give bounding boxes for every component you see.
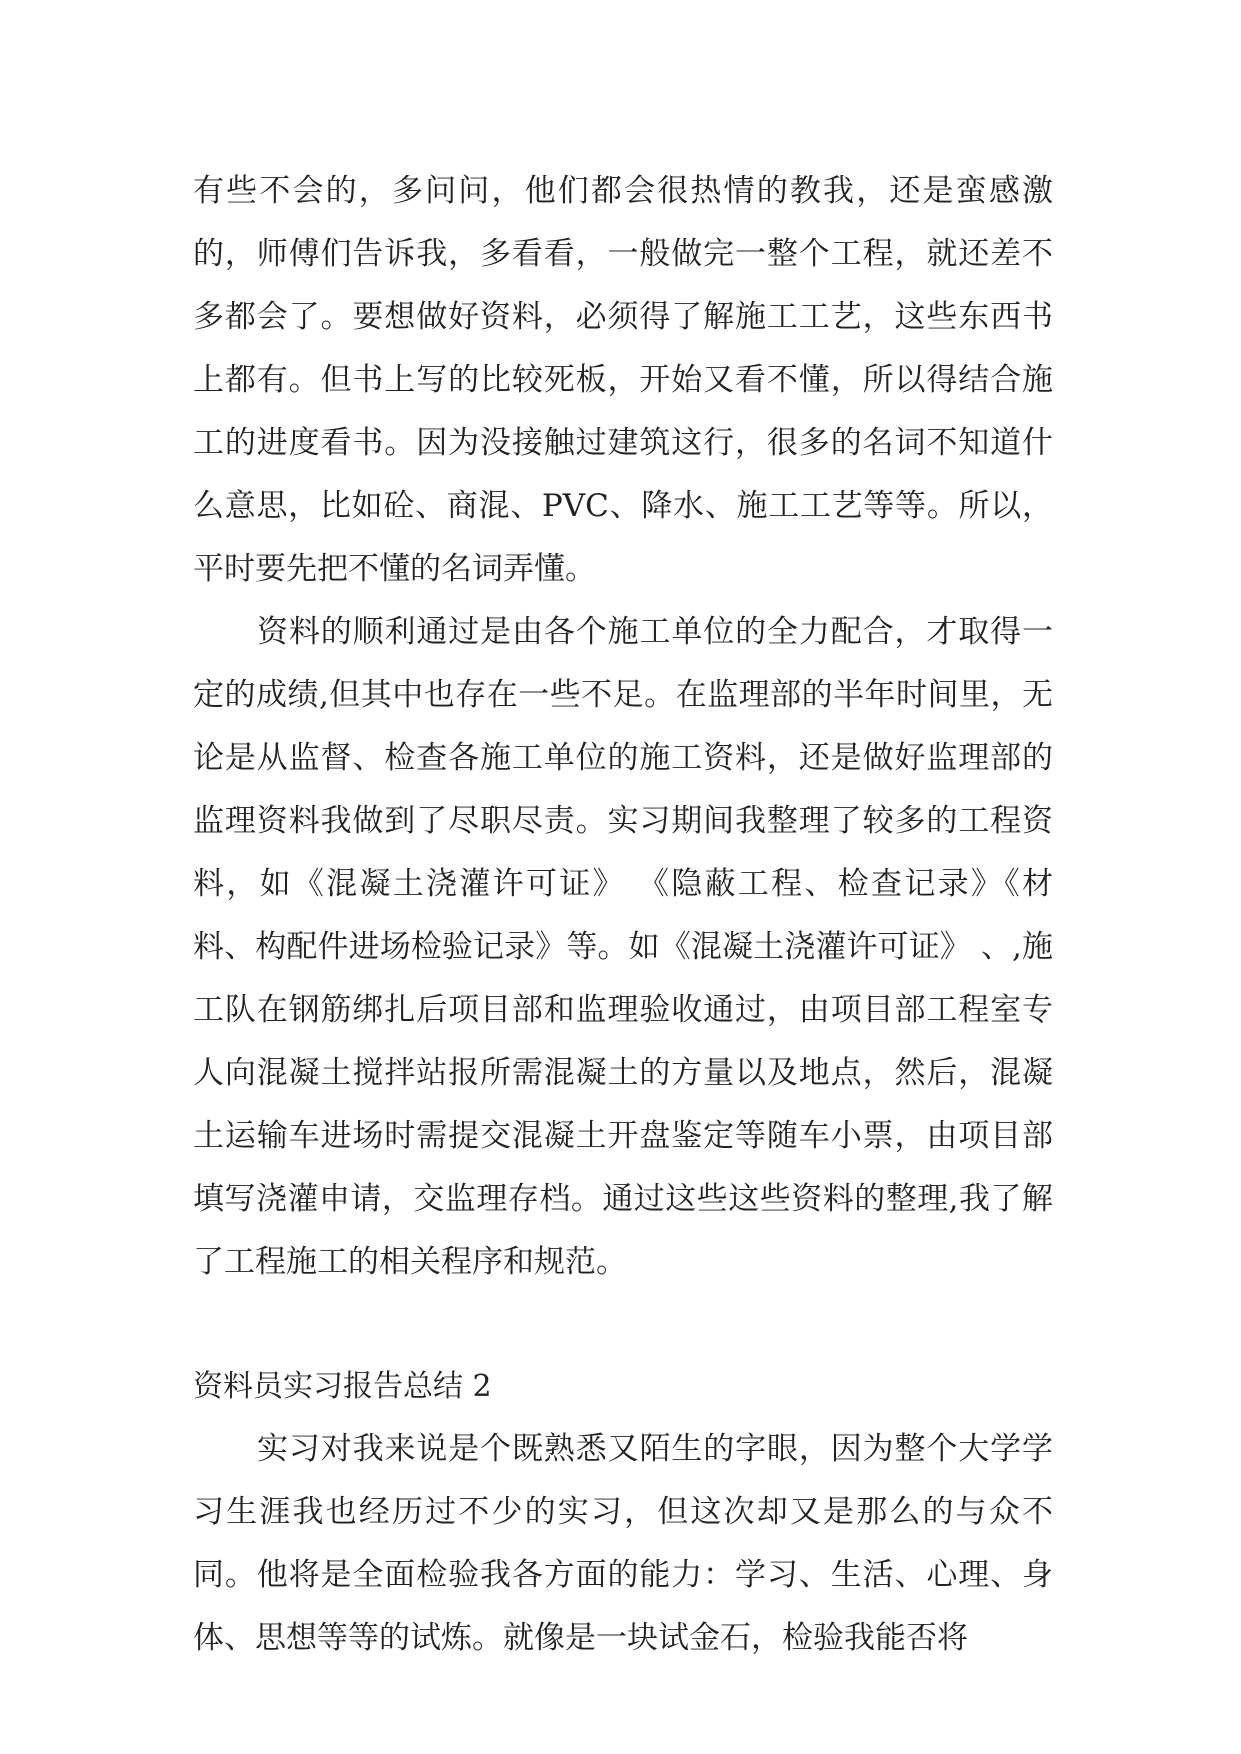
paragraph-continued: 有些不会的，多问问，他们都会很热情的教我，还是蛮感激的，师傅们告诉我，多看看，一般做完一整个工程，就还差不多都会了。要想做好资料，必须得了解施工工艺，这些东西书上都有。但书上写的比较死板，开始又看不懂，所以得结合施工的进度看书。因为没接触过建筑这行，很多的名词不知道什么意思，比如砼、商混、PVC、降水、施工工艺等等。所以，平时要先把不懂的名词弄懂。 [193,173,1053,587]
document-body [193,160,1053,1670]
paragraph-materials: 资料的顺利通过是由各个施工单位的全力配合，才取得一定的成绩,但其中也存在一些不足。在监理部的半年时间里，无论是从监督、检查各施工单位的施工资料，还是做好监理部的监理资料我做到了尽职尽责。实习期间我整理了较多的工程资料，如《混凝土浇灌许可证》 《隐蔽工程、检查记录》《材料、构配件进场检验记录》等。如《混凝土浇灌许可证》 、,施工队在钢筋绑扎后项目部和监理验收通过，由项目部工程室专人向混凝土搅拌站报所需混凝土的方量以及地点，然后，混凝土运输车进场时需提交混凝土开盘鉴定等随车小票，由项目部填写浇灌申请，交监理存档。通过这些这些资料的整理,我了解了工程施工的相关程序和规范。 [193,614,1053,1280]
paragraph-internship: 实习对我来说是个既熟悉又陌生的字眼，因为整个大学学习生涯我也经历过不少的实习，但这次却又是那么的与众不同。他将是全面检验我各方面的能力：学习、生活、心理、身体、思想等等的试炼。就像是一块试金石，检验我能否将 [193,1431,1053,1656]
section-title: 资料员实习报告总结 2 [193,1369,492,1404]
